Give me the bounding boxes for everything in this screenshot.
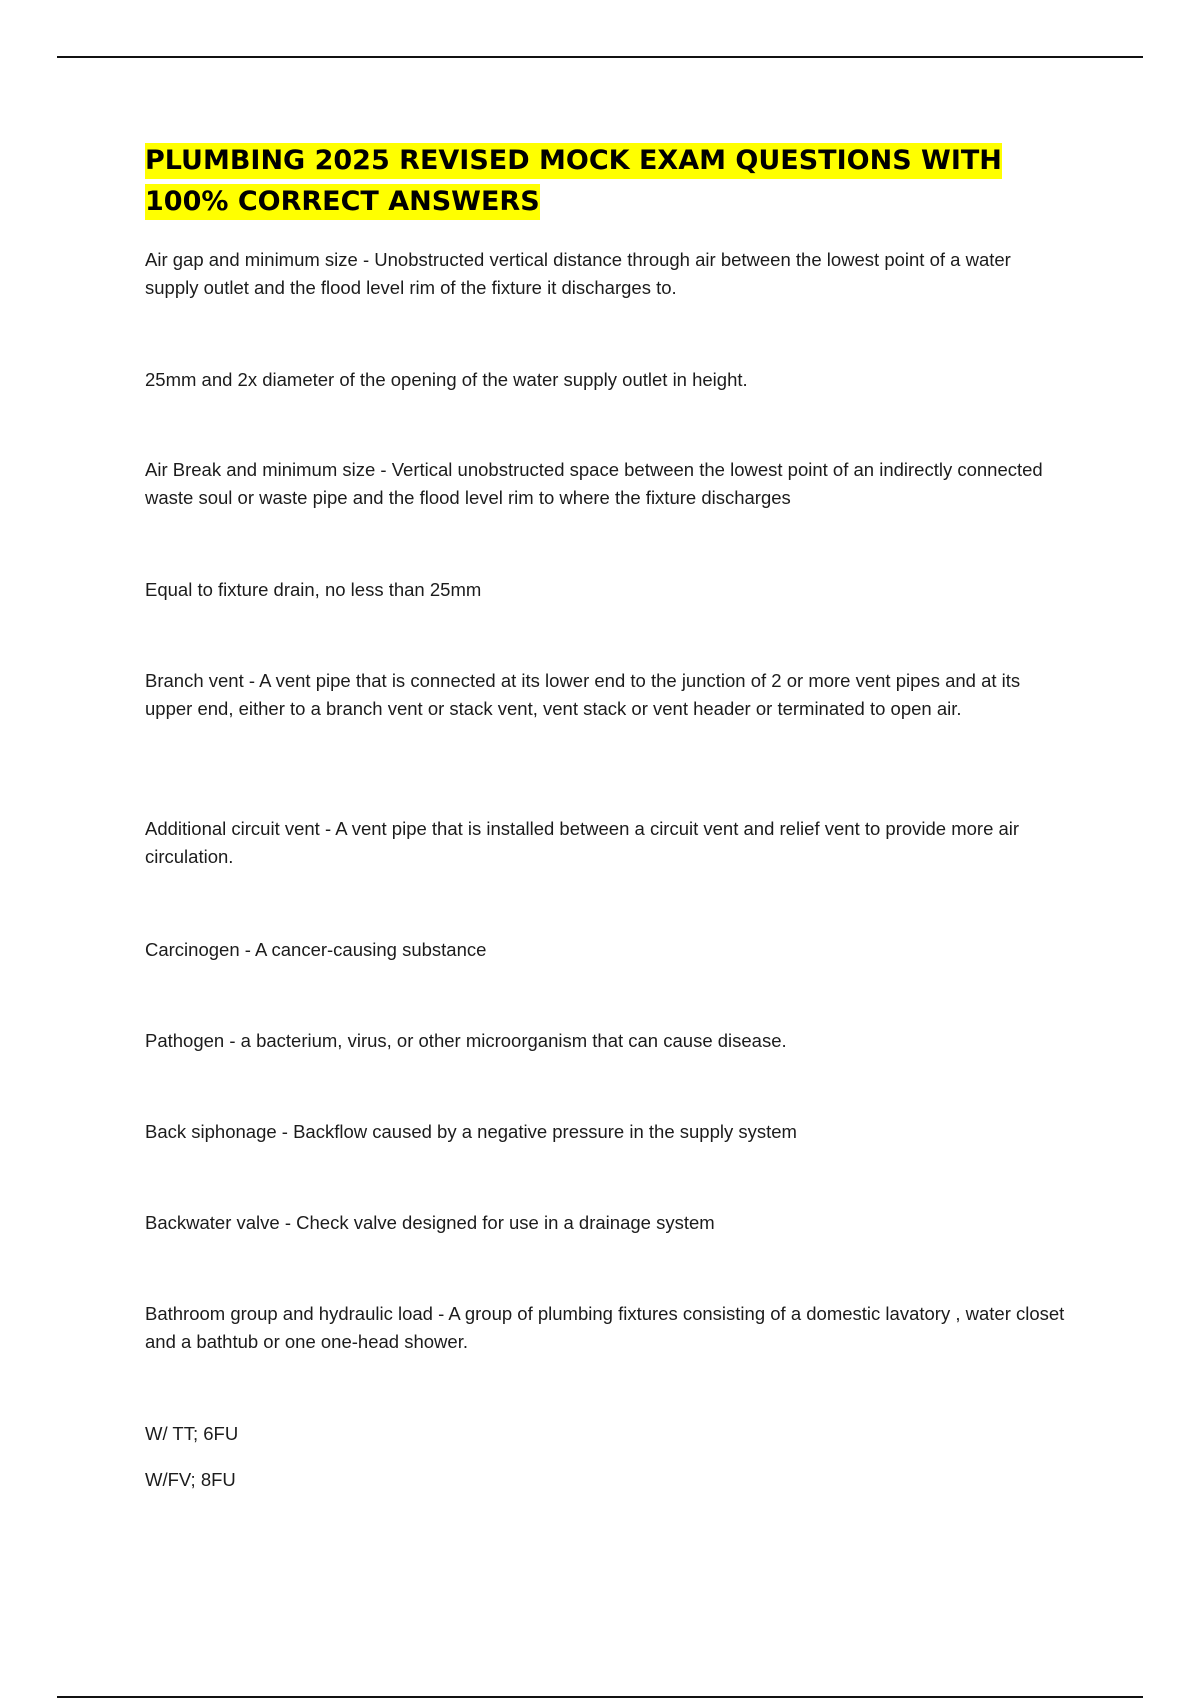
entry-air-break-size: Equal to fixture drain, no less than 25mm [145,579,482,600]
entry-air-break: Air Break and minimum size - Vertical unobstructed space between the lowest point of an indirectly connected waste soul or waste pipe and the flood level rim to where the fixture discharges [145,459,1043,508]
entry-additional-circuit-vent: Additional circuit vent - A vent pipe that is installed between a circuit vent and relief vent to provide more air circulation. [145,818,1020,867]
entry-air-gap-size: 25mm and 2x diameter of the opening of the water supply outlet in height. [145,369,748,390]
bottom-rule [57,1696,1143,1698]
entry-branch-vent: Branch vent - A vent pipe that is connected at its lower end to the junction of 2 or more vent pipes and at its upper end, either to a branch vent or stack vent, vent stack or vent header or terminated to open air. [145,670,1021,719]
entry-bathroom-group: Bathroom group and hydraulic load - A group of plumbing fixtures consisting of a domestic lavatory , water closet and a bathtub or one one-head shower. [145,1303,1065,1352]
entry-back-siphonage: Back siphonage - Backflow caused by a negative pressure in the supply system [145,1121,797,1142]
document-body [145,140,1065,1490]
entry-carcinogen: Carcinogen - A cancer-causing substance [145,939,487,960]
entry-air-gap: Air gap and minimum size - Unobstructed vertical distance through air between the lowest point of a water supply outlet and the flood level rim of the fixture it discharges to. [145,249,1011,298]
top-rule [57,56,1143,58]
document-title [145,140,1065,222]
entry-flush-valve-load: W/FV; 8FU [145,1469,236,1490]
entry-tank-type-load: W/ TT; 6FU [145,1423,239,1444]
entry-pathogen: Pathogen - a bacterium, virus, or other microorganism that can cause disease. [145,1030,787,1051]
document-title-text: PLUMBING 2025 REVISED MOCK EXAM QUESTIONS WITH 100% CORRECT ANSWERS [145,143,1002,220]
entry-backwater-valve: Backwater valve - Check valve designed for use in a drainage system [145,1212,715,1233]
